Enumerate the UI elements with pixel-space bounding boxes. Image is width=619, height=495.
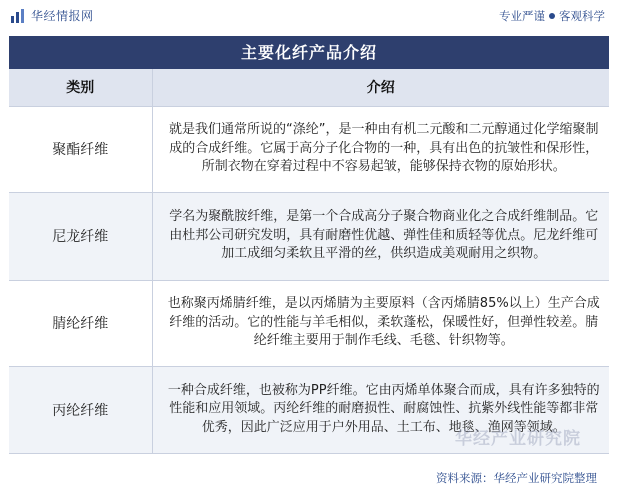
category-cell: 尼龙纤维: [9, 192, 152, 280]
description-cell: 一种合成纤维，也被称为PP纤维。它由丙烯单体聚合而成，具有许多独特的性能和应用领域。丙纶纤维的耐磨损性、耐腐蚀性、抗紫外线性能等都非常优秀，因此广泛应用于户外用品、土工布、地毯、渔网等领域。: [152, 366, 609, 453]
bullet-dot-icon: [549, 13, 555, 19]
table-row: [9, 106, 609, 192]
category-cell: 聚酯纤维: [9, 106, 152, 192]
column-header-description: 介绍: [152, 69, 609, 106]
description-cell: 学名为聚酰胺纤维，是第一个合成高分子聚合物商业化之合成纤维制品。它由杜邦公司研究发明，具有耐磨性优越、弹性佳和质轻等优点。尼龙纤维可加工成细匀柔软且平滑的丝，供织造成美观耐用之织物。: [152, 192, 609, 280]
source-note: 资料来源：华经产业研究院整理: [436, 471, 597, 485]
slogan-right: 客观科学: [559, 9, 605, 23]
table-header-row: [9, 69, 609, 106]
brand: [10, 7, 94, 24]
category-cell: 腈纶纤维: [9, 280, 152, 366]
table-row: [9, 280, 609, 366]
top-bar: [0, 0, 619, 30]
brand-name: 华经情报网: [31, 9, 94, 23]
category-cell: 丙纶纤维: [9, 366, 152, 453]
table-row: [9, 192, 609, 280]
brand-logo-icon: [10, 8, 26, 24]
slogan: [499, 8, 605, 24]
watermark: 华经产业研究院: [455, 429, 581, 449]
description-cell: 也称聚丙烯腈纤维，是以丙烯腈为主要原料（含丙烯腈85%以上）生产合成纤维的活动。它的性能与羊毛相似，柔软蓬松，保暖性好，但弹性较差。腈纶纤维主要用于制作毛线、毛毯、针织物等。: [152, 280, 609, 366]
product-table: [9, 69, 609, 454]
column-header-category: 类别: [9, 69, 152, 106]
slogan-left: 专业严谨: [499, 9, 545, 23]
description-cell: 就是我们通常所说的“涤纶”，是一种由有机二元酸和二元醇通过化学缩聚制成的合成纤维。它属于高分子化合物的一种，具有出色的抗皱性和保形性，所制衣物在穿着过程中不容易起皱，能够保持衣物的原始形状。: [152, 106, 609, 192]
table-title: 主要化纤产品介绍: [9, 36, 609, 69]
